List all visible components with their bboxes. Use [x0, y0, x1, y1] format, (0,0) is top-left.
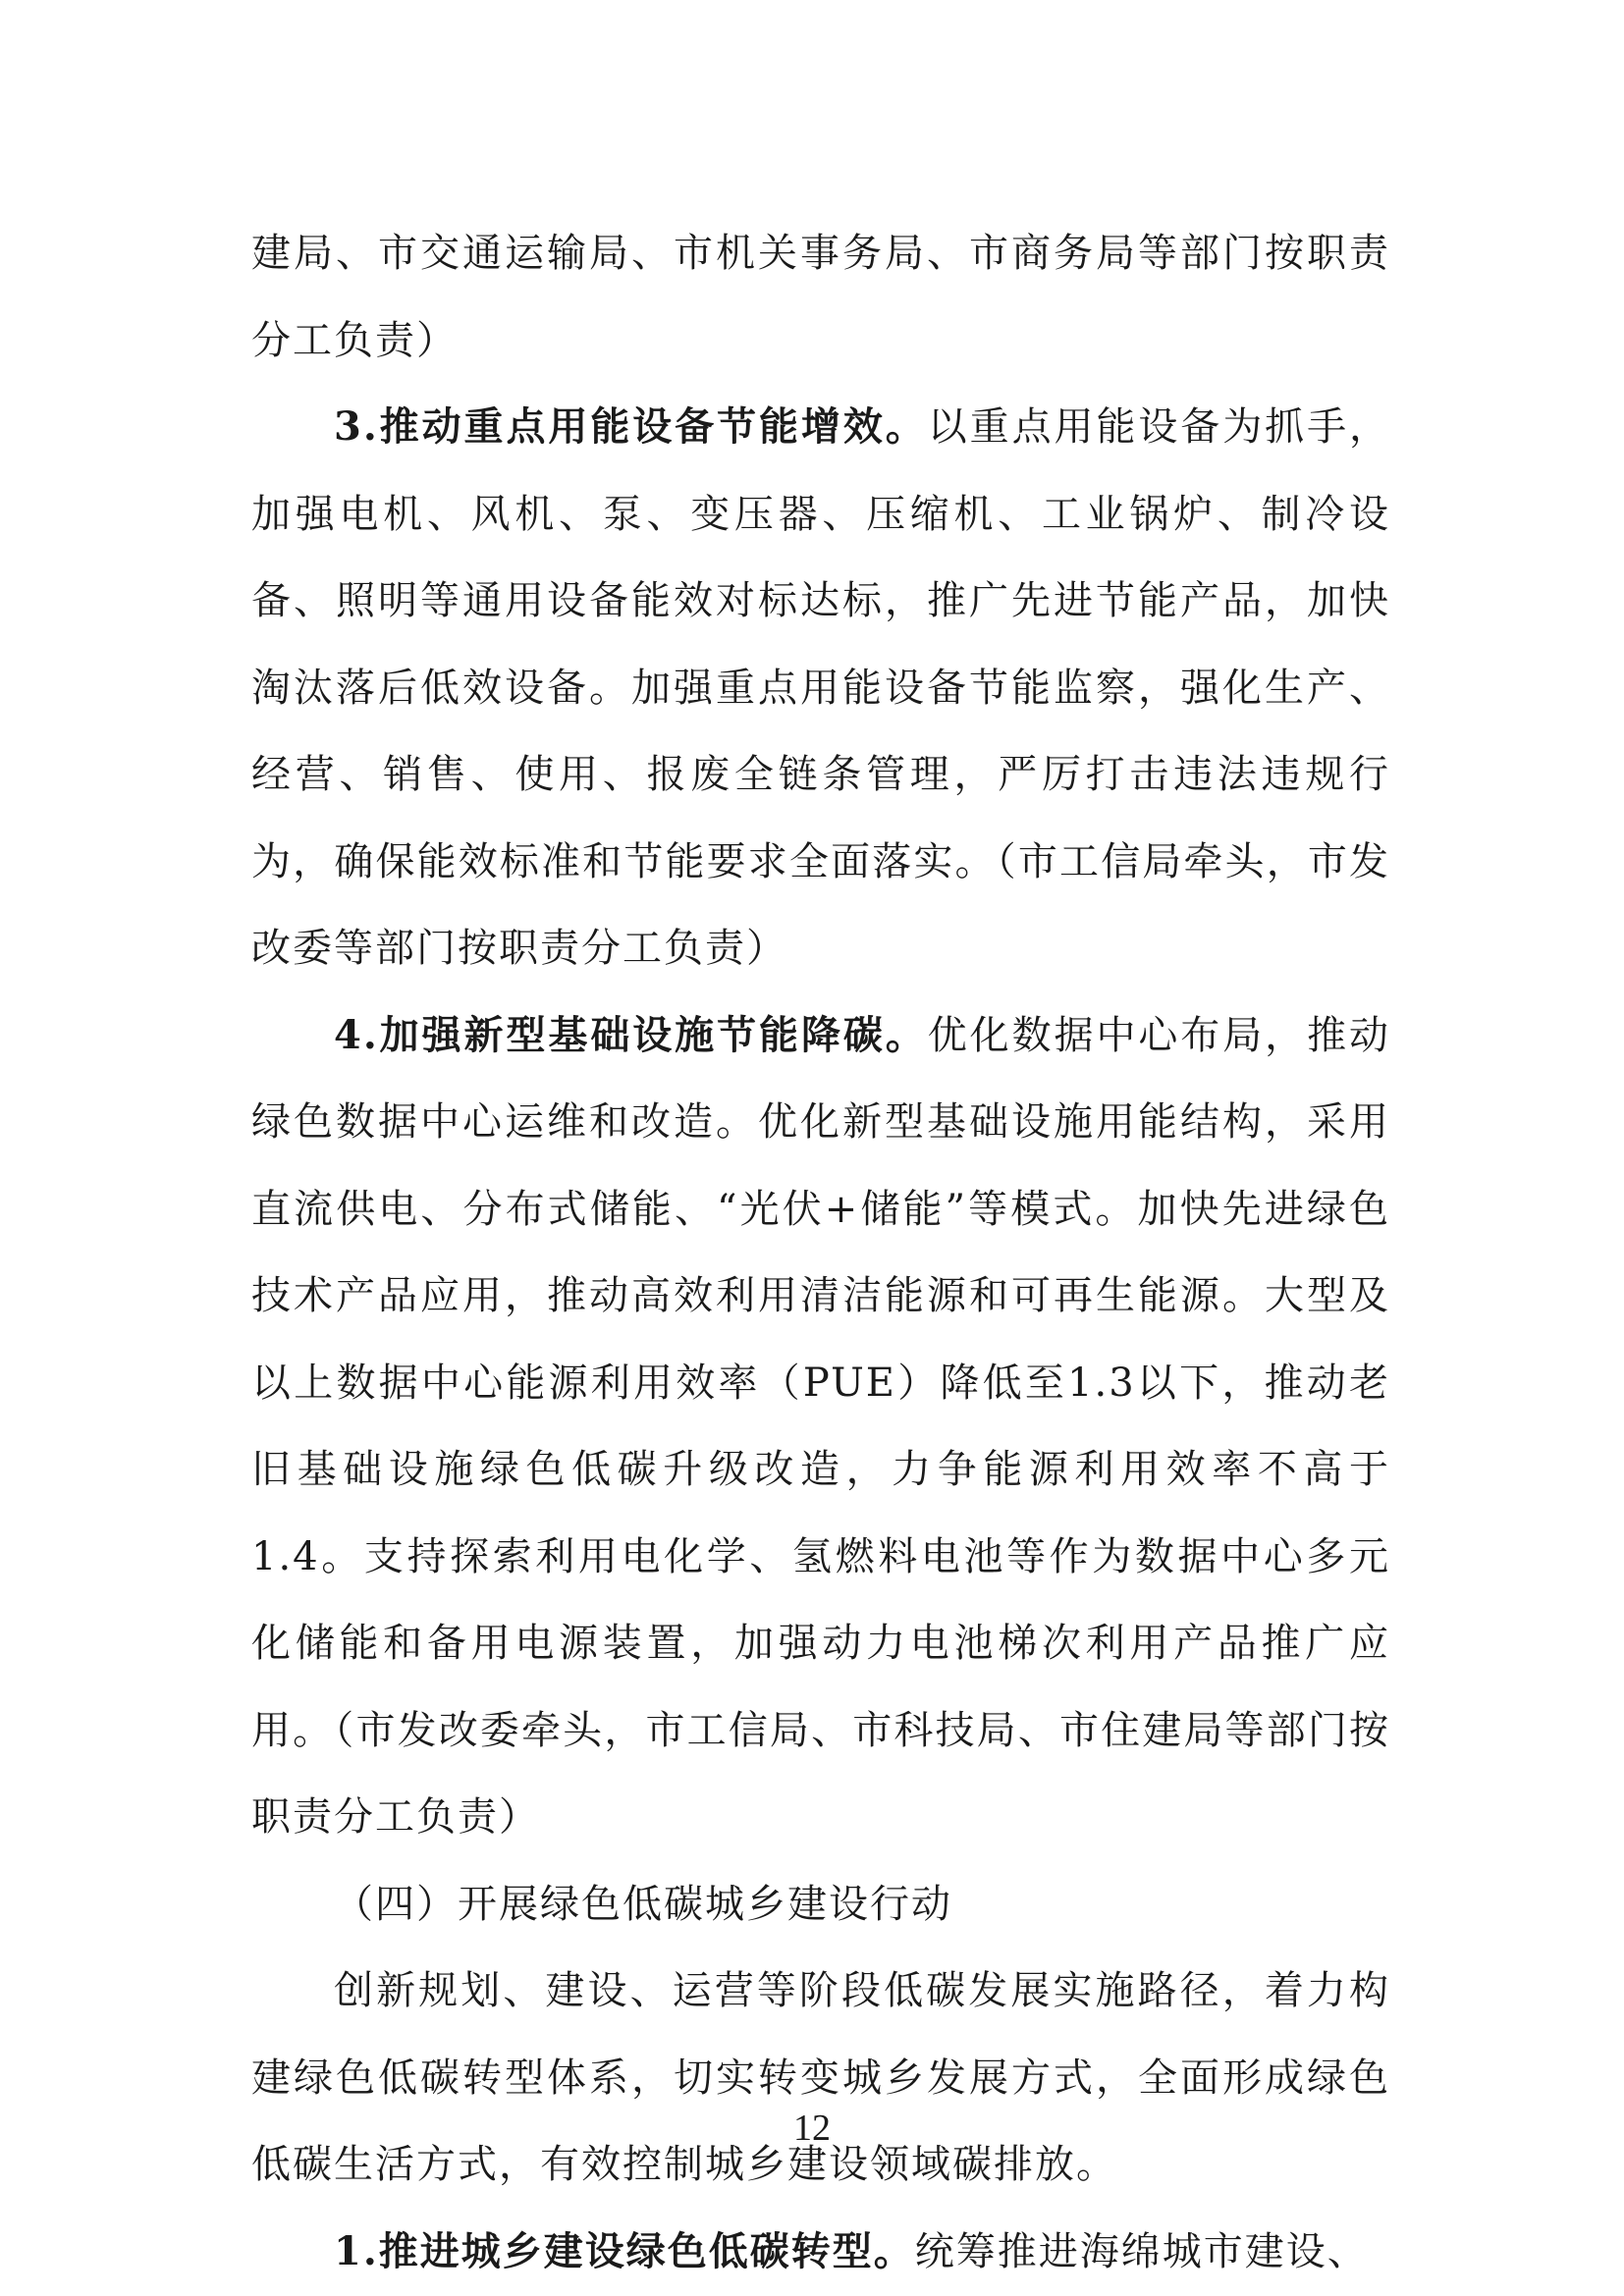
paragraph-continuation	[251, 210, 1390, 384]
paragraph-body: 以重点用能设备为抓手，加强电机、风机、泵、变压器、压缩机、工业锅炉、制冷设备、照明等通用设备能效对标达标，推广先进节能产品，加快淘汰落后低效设备。加强重点用能设备节能监察，强化生产、经营、销售、使用、报废全链条管理，严厉打击违法违规行为，确保能效标准和节能要求全面落实。（市工信局牵头，市发改委等部门按职责分工负责）	[251, 404, 1390, 971]
section-heading	[251, 1861, 1390, 1949]
paragraph-item-4	[251, 992, 1390, 1861]
page-number: 12	[793, 2108, 831, 2149]
paragraph-body: 建局、市交通运输局、市机关事务局、市商务局等部门按职责分工负责）	[251, 231, 1390, 363]
item-heading: 3.推动重点用能设备节能增效。	[334, 403, 928, 450]
paragraph-section-intro	[251, 1948, 1390, 2209]
item-heading: 4.加强新型基础设施节能降碳。	[334, 1011, 928, 1058]
section-title: （四）开展绿色低碳城乡建设行动	[334, 1881, 952, 1927]
paragraph-body: 优化数据中心布局，推动绿色数据中心运维和改造。优化新型基础设施用能结构，采用直流供电、分布式储能、“光伏+储能”等模式。加快先进绿色技术产品应用，推动高效利用清洁能源和可再生能源。大型及以上数据中心能源利用效率（PUE）降低至1.3以下，推动老旧基础设施绿色低碳升级改造，力争能源利用效率不高于1.4。支持探索利用电化学、氢燃料电池等作为数据中心多元化储能和备用电源装置，加强动力电池梯次利用产品推广应用。（市发改委牵头，市工信局、市科技局、市住建局等部门按职责分工负责）	[251, 1012, 1390, 1840]
paragraph-body: 统筹推进海绵城市建设、	[914, 2228, 1369, 2274]
body-text	[251, 210, 1390, 2295]
item-heading: 1.推进城乡建设绿色低碳转型。	[334, 2227, 915, 2274]
paragraph-item-3	[251, 384, 1390, 992]
paragraph-item-1	[251, 2209, 1390, 2296]
paragraph-body: 创新规划、建设、运营等阶段低碳发展实施路径，着力构建绿色低碳转型体系，切实转变城乡发展方式，全面形成绿色低碳生活方式，有效控制城乡建设领域碳排放。	[251, 1968, 1390, 2187]
